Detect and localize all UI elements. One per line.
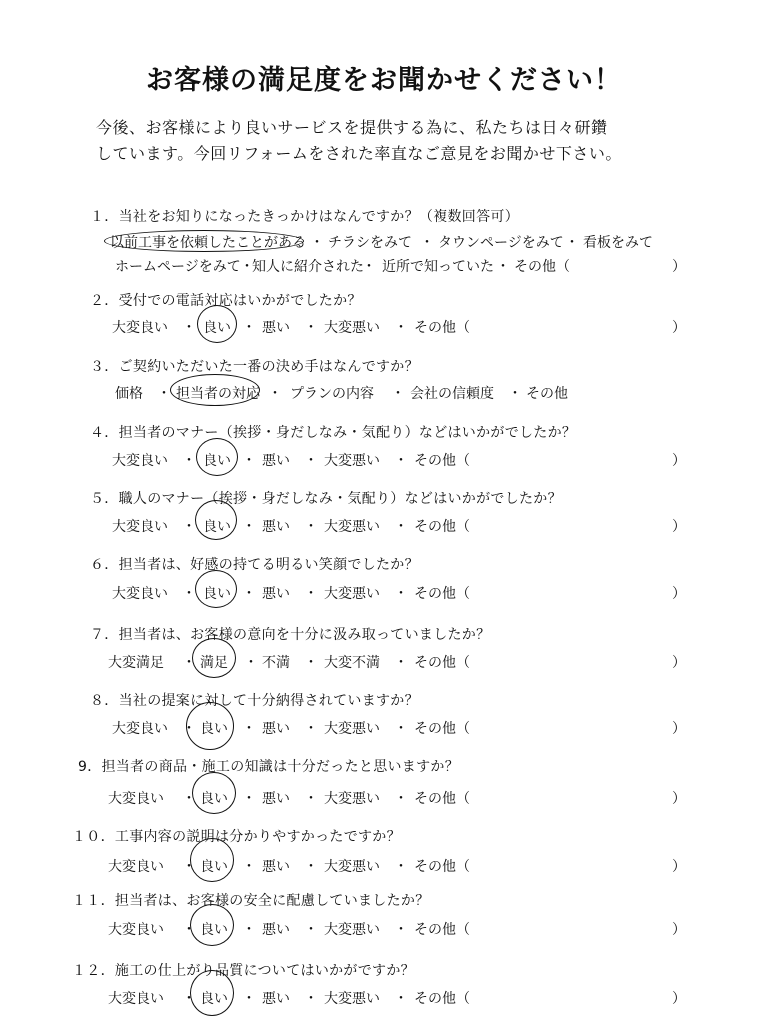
q4-option-5[interactable]: その他（ — [414, 453, 470, 469]
q10-option-3[interactable]: 悪い — [262, 859, 290, 875]
q5-option-5[interactable]: その他（ — [414, 519, 470, 535]
separator: ・ — [240, 259, 254, 275]
close-paren: ） — [672, 519, 686, 535]
question-7-text: ７．担当者は、お客様の意向を十分に汲み取っていましたか？ — [90, 627, 491, 643]
q1-option-6[interactable]: 知人に紹介された — [252, 259, 364, 275]
q11-option-1[interactable]: 大変良い — [108, 922, 164, 938]
question-11-text: １１．担当者は、お客様の安全に配慮していましたか？ — [72, 893, 430, 909]
q7-option-4[interactable]: 大変不満 — [324, 655, 380, 671]
q1-option-3[interactable]: タウンページをみて — [438, 235, 564, 251]
separator: ・ — [362, 259, 376, 275]
separator: ・ — [508, 386, 522, 402]
q1-option-5[interactable]: ホームページをみて — [115, 259, 241, 275]
q1-option-2[interactable]: チラシをみて — [328, 235, 412, 251]
q2-option-5[interactable]: その他（ — [414, 320, 470, 336]
close-paren: ） — [672, 859, 686, 875]
q5-option-2[interactable]: 良い — [203, 519, 231, 535]
separator: ・ — [304, 922, 318, 938]
q6-option-5[interactable]: その他（ — [414, 586, 470, 602]
separator: ・ — [496, 259, 510, 275]
separator: ・ — [304, 320, 318, 336]
separator: ・ — [394, 586, 408, 602]
q8-option-2[interactable]: 良い — [200, 721, 228, 737]
q4-option-1[interactable]: 大変良い — [112, 453, 168, 469]
q10-option-5[interactable]: その他（ — [414, 859, 470, 875]
separator: ・ — [394, 922, 408, 938]
q4-option-3[interactable]: 悪い — [262, 453, 290, 469]
close-paren: ） — [672, 791, 686, 807]
separator: ・ — [565, 235, 579, 251]
close-paren: ） — [672, 991, 686, 1007]
question-12-text: １２．施工の仕上がり品質についてはいかがですか？ — [72, 963, 415, 979]
separator: ・ — [242, 519, 256, 535]
q5-option-1[interactable]: 大変良い — [112, 519, 168, 535]
separator: ・ — [244, 655, 258, 671]
question-10-text: １０．工事内容の説明は分かりやすかったですか？ — [72, 829, 401, 845]
intro-line-1: 今後、お客様により良いサービスを提供する為に、私たちは日々研鑽 — [96, 118, 608, 137]
separator: ・ — [394, 721, 408, 737]
q12-option-1[interactable]: 大変良い — [108, 991, 164, 1007]
close-paren: ） — [672, 320, 686, 336]
question-4-text: ４．担当者のマナー（挨拶・身だしなみ・気配り）などはいかがでしたか？ — [90, 425, 577, 441]
q12-option-4[interactable]: 大変悪い — [324, 991, 380, 1007]
q10-option-4[interactable]: 大変悪い — [324, 859, 380, 875]
q3-option-2[interactable]: 担当者の対応 — [176, 386, 260, 402]
separator: ・ — [182, 859, 196, 875]
separator: ・ — [182, 991, 196, 1007]
separator: ・ — [304, 453, 318, 469]
separator: ・ — [182, 453, 196, 469]
intro-text — [96, 115, 696, 167]
separator: ・ — [182, 320, 196, 336]
q11-option-4[interactable]: 大変悪い — [324, 922, 380, 938]
separator: ・ — [242, 320, 256, 336]
q1-option-7[interactable]: 近所で知っていた — [382, 259, 494, 275]
q1-option-1[interactable]: 以前工事を依頼したことがある — [110, 235, 306, 251]
q2-option-2[interactable]: 良い — [203, 320, 231, 336]
separator: ・ — [304, 859, 318, 875]
separator: ・ — [394, 453, 408, 469]
close-paren: ） — [672, 922, 686, 938]
separator: ・ — [391, 386, 405, 402]
separator: ・ — [394, 859, 408, 875]
separator: ・ — [304, 791, 318, 807]
separator: ・ — [304, 991, 318, 1007]
close-paren: ） — [672, 259, 686, 275]
q1-option-4[interactable]: 看板をみて — [583, 235, 653, 251]
separator: ・ — [304, 721, 318, 737]
q3-option-4[interactable]: 会社の信頼度 — [410, 386, 494, 402]
separator: ・ — [394, 519, 408, 535]
q10-option-2[interactable]: 良い — [200, 859, 228, 875]
intro-line-2: しています。今回リフォームをされた率直なご意見をお聞かせ下さい。 — [96, 144, 622, 163]
q3-option-1[interactable]: 価格 — [115, 386, 143, 402]
question-5-text: ５．職人のマナー（挨拶・身だしなみ・気配り）などはいかがでしたか？ — [90, 491, 562, 507]
q2-option-4[interactable]: 大変悪い — [324, 320, 380, 336]
separator: ・ — [394, 791, 408, 807]
q8-option-1[interactable]: 大変良い — [112, 721, 168, 737]
close-paren: ） — [672, 721, 686, 737]
separator: ・ — [182, 721, 196, 737]
q12-option-2[interactable]: 良い — [200, 991, 228, 1007]
question-8-text: ８．当社の提案に対して十分納得されていますか？ — [90, 693, 419, 709]
separator: ・ — [242, 586, 256, 602]
separator: ・ — [242, 453, 256, 469]
q9-option-3[interactable]: 悪い — [262, 791, 290, 807]
q2-option-3[interactable]: 悪い — [262, 320, 290, 336]
separator: ・ — [268, 386, 282, 402]
separator: ・ — [242, 859, 256, 875]
q6-option-4[interactable]: 大変悪い — [324, 586, 380, 602]
separator: ・ — [157, 386, 171, 402]
q12-option-5[interactable]: その他（ — [414, 991, 470, 1007]
separator: ・ — [304, 655, 318, 671]
page-title: お客様の満足度をお聞かせください！ — [146, 65, 622, 96]
separator: ・ — [182, 791, 196, 807]
question-2-text: ２．受付での電話対応はいかがでしたか？ — [90, 293, 362, 309]
q7-option-1[interactable]: 大変満足 — [108, 655, 164, 671]
close-paren: ） — [672, 453, 686, 469]
q9-option-1[interactable]: 大変良い — [108, 791, 164, 807]
q3-option-5[interactable]: その他 — [526, 386, 568, 402]
question-3-text: ３．ご契約いただいた一番の決め手はなんですか？ — [90, 359, 419, 375]
q7-option-5[interactable]: その他（ — [414, 655, 470, 671]
q7-option-3[interactable]: 不満 — [262, 655, 290, 671]
question-6-text: ６．担当者は、好感の持てる明るい笑顔でしたか？ — [90, 557, 419, 573]
separator: ・ — [182, 586, 196, 602]
q4-option-2[interactable]: 良い — [203, 453, 231, 469]
separator: ・ — [242, 791, 256, 807]
separator: ・ — [242, 721, 256, 737]
q9-option-2[interactable]: 良い — [200, 791, 228, 807]
q6-option-1[interactable]: 大変良い — [112, 586, 168, 602]
separator: ・ — [304, 519, 318, 535]
separator: ・ — [394, 991, 408, 1007]
q9-option-4[interactable]: 大変悪い — [324, 791, 380, 807]
q8-option-4[interactable]: 大変悪い — [324, 721, 380, 737]
question-9-text: 9．担当者の商品・施工の知識は十分だったと思いますか？ — [78, 759, 460, 775]
q12-option-3[interactable]: 悪い — [262, 991, 290, 1007]
q10-option-1[interactable]: 大変良い — [108, 859, 164, 875]
q11-option-2[interactable]: 良い — [200, 922, 228, 938]
question-1-text: １．当社をお知りになったきっかけはなんですか？（複数回答可） — [90, 209, 519, 225]
q6-option-3[interactable]: 悪い — [262, 586, 290, 602]
q9-option-5[interactable]: その他（ — [414, 791, 470, 807]
q8-option-3[interactable]: 悪い — [262, 721, 290, 737]
q3-option-3[interactable]: プランの内容 — [290, 386, 374, 402]
separator: ・ — [420, 235, 434, 251]
close-paren: ） — [672, 586, 686, 602]
q5-option-3[interactable]: 悪い — [262, 519, 290, 535]
separator: ・ — [182, 655, 196, 671]
q6-option-2[interactable]: 良い — [203, 586, 231, 602]
close-paren: ） — [672, 655, 686, 671]
q11-option-3[interactable]: 悪い — [262, 922, 290, 938]
separator: ・ — [394, 320, 408, 336]
q1-option-8[interactable]: その他（ — [514, 259, 570, 275]
separator: ・ — [394, 655, 408, 671]
q2-option-1[interactable]: 大変良い — [112, 320, 168, 336]
separator: ・ — [310, 235, 324, 251]
q4-option-4[interactable]: 大変悪い — [324, 453, 380, 469]
separator: ・ — [182, 922, 196, 938]
separator: ・ — [242, 991, 256, 1007]
separator: ・ — [242, 922, 256, 938]
q7-option-2[interactable]: 満足 — [200, 655, 228, 671]
q11-option-5[interactable]: その他（ — [414, 922, 470, 938]
q5-option-4[interactable]: 大変悪い — [324, 519, 380, 535]
separator: ・ — [304, 586, 318, 602]
separator: ・ — [182, 519, 196, 535]
q8-option-5[interactable]: その他（ — [414, 721, 470, 737]
